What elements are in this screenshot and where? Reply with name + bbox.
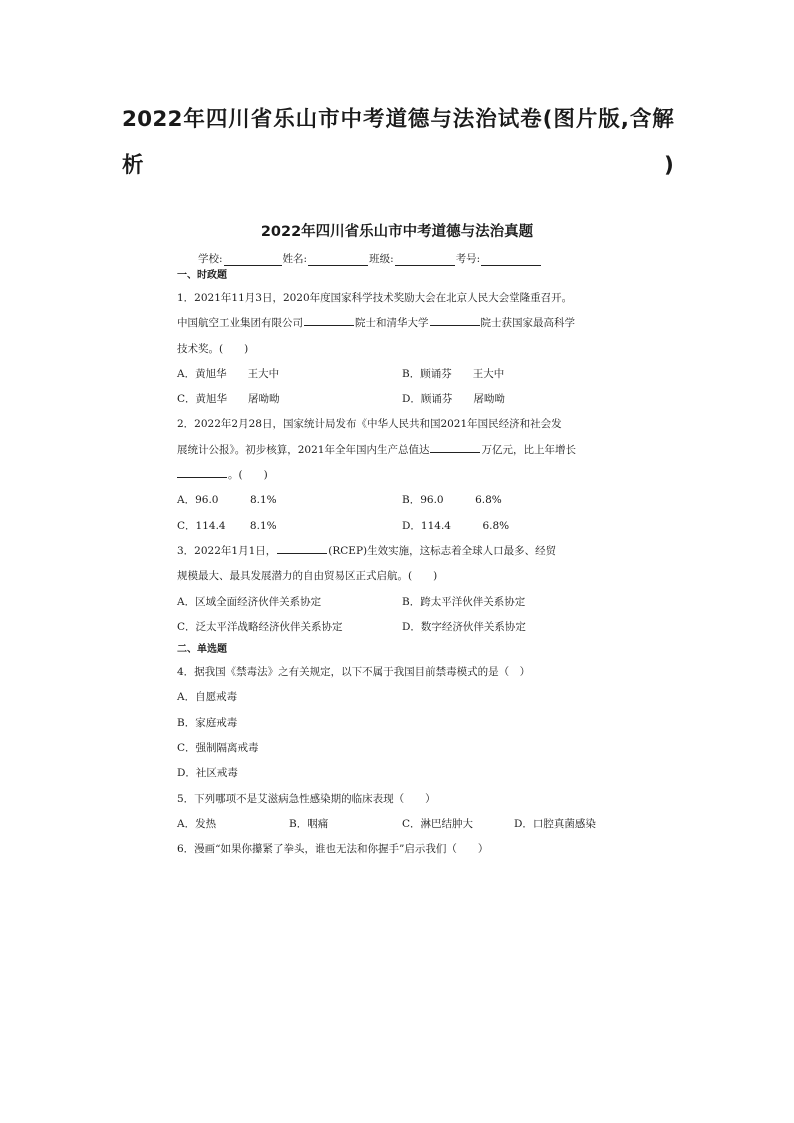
class-label: 班级: [369, 253, 394, 265]
q3-stem-line-2: 规模最大、最具发展潜力的自由贸易区正式启航。( ) [177, 570, 438, 583]
q1-stem-line-2 [177, 311, 627, 336]
school-label: 学校: [198, 253, 223, 265]
class-blank [395, 256, 455, 266]
q1-options-row-2 [177, 387, 627, 412]
q2-text-c: 。( ) [228, 469, 268, 482]
q5-options-row [177, 812, 627, 837]
q2-option-d: D．114.4 6.8% [402, 519, 510, 532]
question-6 [177, 837, 627, 862]
q1-option-b: B．顾诵芬 王大中 [402, 367, 505, 380]
section-heading-current-affairs: 一、时政题 [177, 270, 227, 281]
q2-stem-line-1: 2．2022年2月28日，国家统计局发布《中华人民共和国2021年国民经济和社会发 [177, 418, 562, 431]
q4-option-c: C．强制隔离戒毒 [177, 742, 259, 755]
q5-option-d: D．口腔真菌感染 [514, 817, 596, 830]
answer-blank [430, 443, 480, 453]
answer-blank [277, 544, 327, 554]
q3-stem-line-1 [177, 539, 627, 564]
page-title: 2022年四川省乐山市中考道德与法治试卷(图片版,含解析) [122, 107, 674, 178]
q4-stem: 4．据我国《禁毒法》之有关规定，以下不属于我国目前禁毒模式的是（ ） [177, 666, 531, 679]
q1-option-c: C．黄旭华 屠呦呦 [177, 393, 280, 406]
q5-option-a: A．发热 [177, 817, 217, 830]
q2-option-a: A．96.0 8.1% [177, 494, 277, 507]
q3-text-b: (RCEP)生效实施，这标志着全球人口最多、经贸 [328, 544, 557, 557]
q3-option-d: D．数字经济伙伴关系协定 [402, 620, 526, 633]
question-2 [177, 412, 627, 538]
q6-stem: 6．漫画“如果你攥紧了拳头，谁也无法和你握手”启示我们（ ） [177, 843, 489, 856]
q5-stem: 5．下列哪项不是艾滋病急性感染期的临床表现（ ） [177, 792, 436, 805]
q1-text-c: 院士获国家最高科学 [480, 317, 575, 330]
q3-option-c: C．泛太平洋战略经济伙伴关系协定 [177, 620, 343, 633]
answer-blank [430, 316, 480, 326]
question-1 [177, 286, 627, 412]
question-4 [177, 660, 627, 786]
name-label: 姓名: [282, 253, 308, 265]
q4-option-b: B．家庭戒毒 [177, 716, 238, 729]
q3-options-row-1 [177, 590, 627, 615]
question-3 [177, 539, 627, 640]
q5-option-c: C．淋巴结肿大 [402, 817, 474, 830]
q2-options-row-1 [177, 488, 627, 513]
q2-option-c: C．114.4 8.1% [177, 519, 277, 532]
q2-stem-line-3 [177, 463, 627, 488]
q3-option-b: B．跨太平洋伙伴关系协定 [402, 595, 526, 608]
answer-blank [177, 468, 227, 478]
name-blank [308, 256, 368, 266]
q1-option-a: A．黄旭华 王大中 [177, 367, 280, 380]
q2-stem-line-2 [177, 438, 627, 463]
q2-option-b: B．96.0 6.8% [402, 494, 502, 507]
school-blank [224, 256, 282, 266]
q1-text-b: 院士和清华大学 [355, 317, 429, 330]
exam-no-label: 考号: [455, 253, 481, 265]
q3-text-a: 3．2022年1月1日， [177, 544, 277, 557]
q3-options-row-2 [177, 615, 627, 640]
answer-blank [304, 316, 354, 326]
q1-options-row-1 [177, 362, 627, 387]
q2-options-row-2 [177, 514, 627, 539]
q4-option-a: A．自愿戒毒 [177, 691, 238, 704]
q1-option-d: D．顾诵芬 屠呦呦 [402, 393, 505, 406]
section-heading-single-choice: 二、单选题 [177, 644, 227, 656]
q3-option-a: A．区域全面经济伙伴关系协定 [177, 595, 322, 608]
q1-text-a: 中国航空工业集团有限公司 [177, 317, 303, 330]
exam-title: 2022年四川省乐山市中考道德与法治真题 [260, 224, 534, 240]
q5-option-b: B．咽痛 [289, 817, 329, 830]
question-content [177, 266, 627, 863]
q1-stem-line-1: 1．2021年11月3日，2020年度国家科学技术奖励大会在北京人民大会堂隆重召开。 [177, 292, 573, 304]
q4-option-d: D．社区戒毒 [177, 767, 238, 780]
exam-no-blank [481, 256, 541, 266]
question-5 [177, 787, 627, 838]
student-info-row [198, 251, 542, 266]
q2-text-a: 展统计公报》。初步核算，2021年全年国内生产总值达 [177, 443, 430, 456]
q2-text-b: 万亿元，比上年增长 [481, 443, 576, 456]
q1-stem-line-3: 技术奖。( ) [177, 342, 249, 355]
